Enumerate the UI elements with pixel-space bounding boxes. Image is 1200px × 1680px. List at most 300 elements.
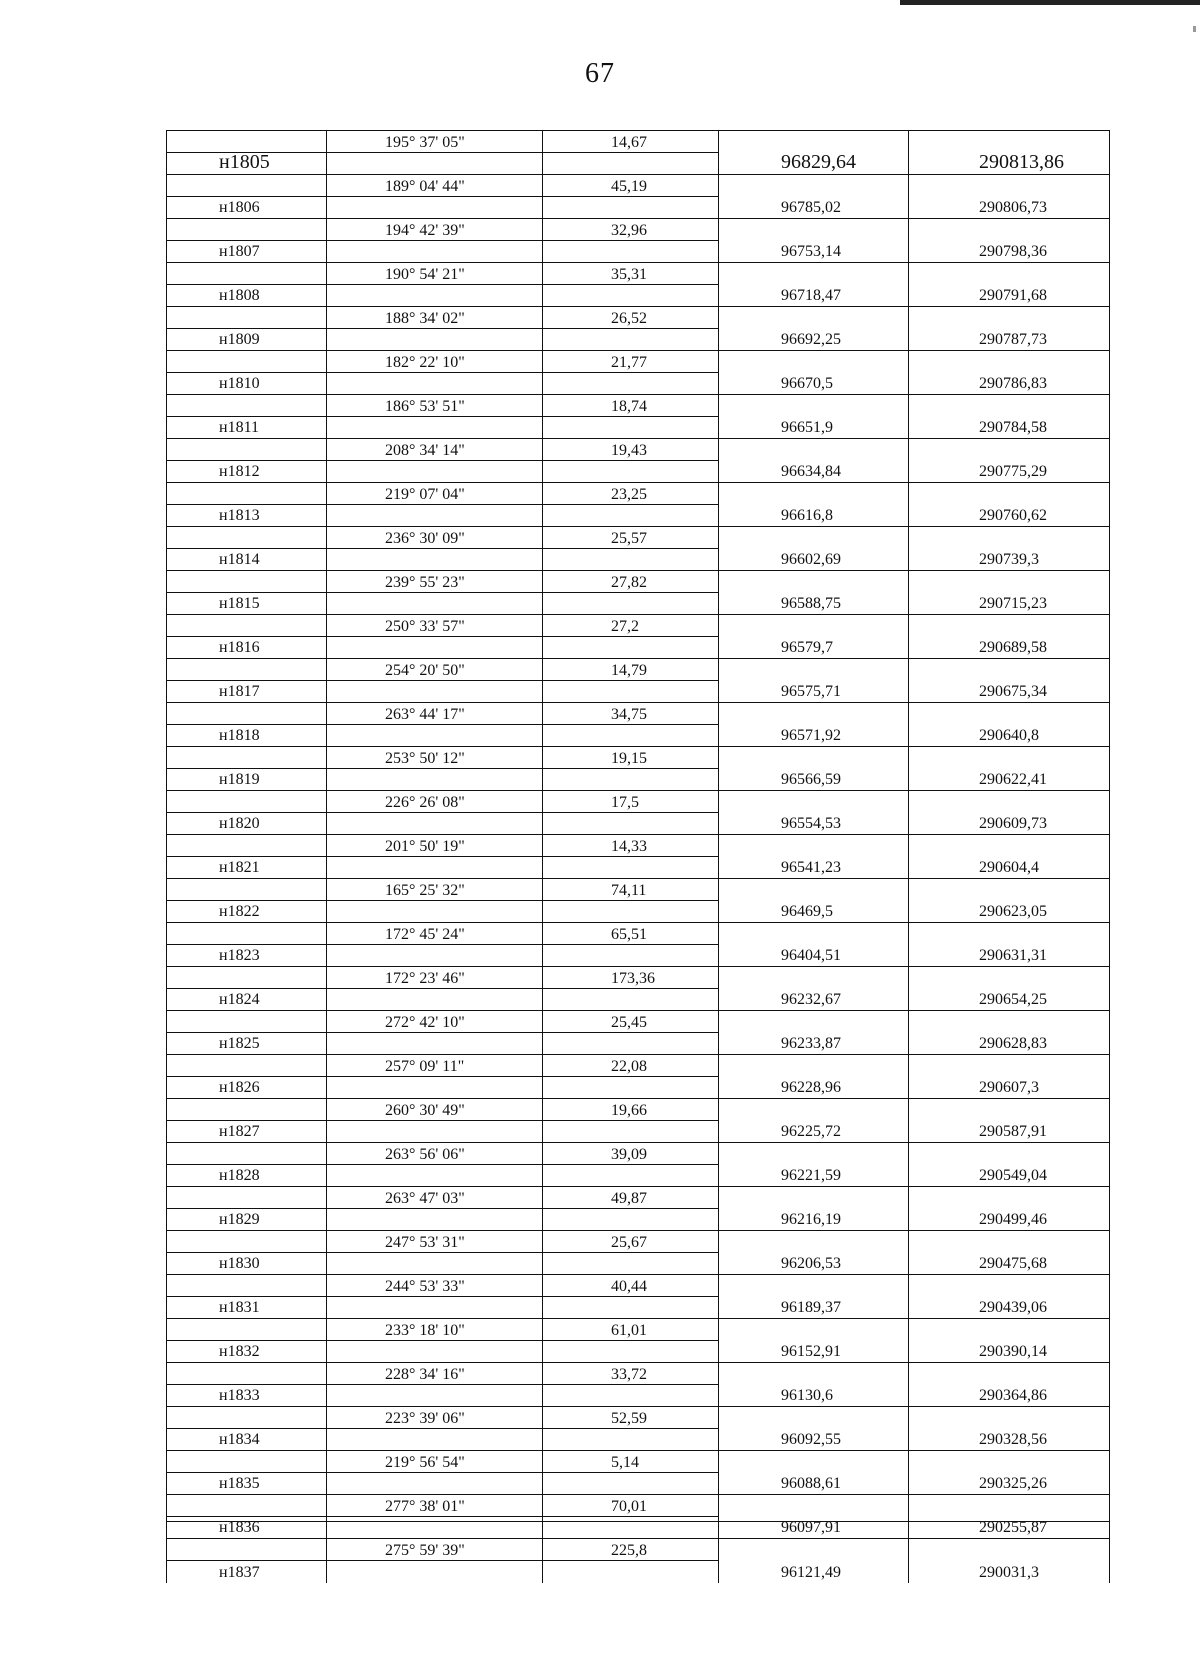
- x-cell: [718, 901, 908, 923]
- x-col-segment: [718, 791, 908, 813]
- y-cell-text: 290031,3: [979, 1564, 1039, 1581]
- point-cell: [166, 505, 326, 527]
- point-col-segment: [166, 219, 326, 241]
- distance-cell-text: 39,09: [543, 1146, 718, 1164]
- y-col-segment: [908, 791, 1110, 813]
- y-cell-text: 290623,05: [979, 903, 1047, 920]
- x-cell: [718, 681, 908, 703]
- x-cell-text: 96571,92: [781, 727, 841, 744]
- distance-cell: [542, 1099, 718, 1121]
- point-cell: [166, 1341, 326, 1363]
- distance-cell: [542, 879, 718, 901]
- angle-cell: [326, 1055, 542, 1077]
- distance-col-vertex: [542, 593, 718, 615]
- y-cell-text: 290325,26: [979, 1475, 1047, 1492]
- distance-col-vertex: [542, 1297, 718, 1319]
- distance-col-vertex: [542, 813, 718, 835]
- x-cell: [718, 197, 908, 219]
- y-col-segment: [908, 1231, 1110, 1253]
- point-cell-text: н1813: [219, 507, 260, 524]
- point-col-segment: [166, 483, 326, 505]
- x-cell-text: 96554,53: [781, 815, 841, 832]
- y-cell: [908, 945, 1110, 967]
- point-col-segment: [166, 571, 326, 593]
- y-cell-text: 290786,83: [979, 375, 1047, 392]
- angle-col-vertex: [326, 1429, 542, 1451]
- point-col-segment: [166, 1363, 326, 1385]
- x-col-segment: [718, 219, 908, 241]
- distance-cell: [542, 527, 718, 549]
- x-cell: [718, 813, 908, 835]
- y-col-segment: [908, 1539, 1110, 1561]
- angle-cell: [326, 1099, 542, 1121]
- distance-col-vertex: [542, 1517, 718, 1539]
- angle-cell: [326, 351, 542, 373]
- x-cell-text: 96588,75: [781, 595, 841, 612]
- point-cell-text: н1811: [219, 419, 259, 436]
- y-cell-text: 290628,83: [979, 1035, 1047, 1052]
- x-cell: [718, 637, 908, 659]
- x-col-segment: [718, 615, 908, 637]
- x-cell-text: 96097,91: [781, 1519, 841, 1536]
- point-cell: [166, 769, 326, 791]
- y-col-segment: [908, 1055, 1110, 1077]
- y-cell: [908, 417, 1110, 439]
- x-cell-text: 96753,14: [781, 243, 841, 260]
- x-col-segment: [718, 1187, 908, 1209]
- y-col-segment: [908, 747, 1110, 769]
- x-cell: [718, 1341, 908, 1363]
- x-col-segment: [718, 747, 908, 769]
- distance-cell-text: 19,15: [543, 750, 718, 768]
- point-cell: [166, 901, 326, 923]
- y-cell-text: 290675,34: [979, 683, 1047, 700]
- distance-cell-text: 14,33: [543, 838, 718, 856]
- y-cell-text: 290798,36: [979, 243, 1047, 260]
- distance-cell-text: 22,08: [543, 1058, 718, 1076]
- x-cell-text: 96152,91: [781, 1343, 841, 1360]
- distance-col-vertex: [542, 505, 718, 527]
- angle-cell-text: 201° 50' 19": [327, 838, 542, 856]
- point-cell-text: н1823: [219, 947, 260, 964]
- angle-cell: [326, 439, 542, 461]
- y-cell: [908, 637, 1110, 659]
- x-cell-text: 96130,6: [781, 1387, 833, 1404]
- distance-cell: [542, 967, 718, 989]
- y-cell: [908, 1209, 1110, 1231]
- distance-col-vertex: [542, 1473, 718, 1495]
- angle-cell-text: 233° 18' 10": [327, 1322, 542, 1340]
- angle-col-vertex: [326, 1033, 542, 1055]
- distance-cell-text: 49,87: [543, 1190, 718, 1208]
- point-cell: [166, 945, 326, 967]
- point-col-segment: [166, 1539, 326, 1561]
- angle-col-vertex: [326, 857, 542, 879]
- x-col-segment: [718, 263, 908, 285]
- y-cell-text: 290760,62: [979, 507, 1047, 524]
- angle-cell-text: 186° 53' 51": [327, 398, 542, 416]
- distance-cell: [542, 615, 718, 637]
- x-col-segment: [718, 879, 908, 901]
- point-cell: [166, 1429, 326, 1451]
- distance-cell-text: 70,01: [543, 1498, 718, 1516]
- point-cell: [166, 1209, 326, 1231]
- angle-cell-text: 219° 56' 54": [327, 1454, 542, 1472]
- angle-cell: [326, 131, 542, 153]
- angle-cell: [326, 395, 542, 417]
- distance-cell-text: 40,44: [543, 1278, 718, 1296]
- point-cell: [166, 1385, 326, 1407]
- angle-cell-text: 263° 56' 06": [327, 1146, 542, 1164]
- distance-col-vertex: [542, 461, 718, 483]
- y-col-segment: [908, 1187, 1110, 1209]
- angle-col-vertex: [326, 945, 542, 967]
- x-col-segment: [718, 1231, 908, 1253]
- point-col-segment: [166, 1055, 326, 1077]
- point-cell-text: н1834: [219, 1431, 260, 1448]
- y-cell: [908, 1473, 1110, 1495]
- y-cell: [908, 769, 1110, 791]
- x-cell-text: 96404,51: [781, 947, 841, 964]
- angle-cell: [326, 1143, 542, 1165]
- point-cell: [166, 637, 326, 659]
- x-col-segment: [718, 175, 908, 197]
- point-cell-text: н1821: [219, 859, 260, 876]
- point-col-segment: [166, 527, 326, 549]
- x-cell: [718, 769, 908, 791]
- point-cell: [166, 153, 326, 175]
- distance-cell-text: 21,77: [543, 354, 718, 372]
- x-col-segment: [718, 1143, 908, 1165]
- x-col-segment: [718, 1407, 908, 1429]
- angle-cell: [326, 1319, 542, 1341]
- point-cell-text: н1824: [219, 991, 260, 1008]
- angle-cell-text: 195° 37' 05": [327, 134, 542, 152]
- distance-col-vertex: [542, 549, 718, 571]
- x-cell: [718, 989, 908, 1011]
- distance-cell-text: 23,25: [543, 486, 718, 504]
- distance-cell-text: 17,5: [543, 794, 718, 812]
- angle-cell-text: 253° 50' 12": [327, 750, 542, 768]
- distance-cell: [542, 439, 718, 461]
- angle-col-vertex: [326, 1209, 542, 1231]
- angle-cell-text: 223° 39' 06": [327, 1410, 542, 1428]
- distance-cell: [542, 835, 718, 857]
- angle-cell: [326, 1539, 542, 1561]
- distance-col-vertex: [542, 153, 718, 175]
- distance-col-vertex: [542, 241, 718, 263]
- y-cell-text: 290640,8: [979, 727, 1039, 744]
- x-col-segment: [718, 527, 908, 549]
- y-col-segment: [908, 659, 1110, 681]
- y-col-segment: [908, 879, 1110, 901]
- y-cell-text: 290604,4: [979, 859, 1039, 876]
- angle-cell-text: 239° 55' 23": [327, 574, 542, 592]
- x-cell-text: 96189,37: [781, 1299, 841, 1316]
- y-col-segment: [908, 483, 1110, 505]
- distance-cell: [542, 1187, 718, 1209]
- y-cell: [908, 681, 1110, 703]
- page-number: 67: [585, 58, 615, 89]
- point-cell-text: н1819: [219, 771, 260, 788]
- x-col-segment: [718, 1055, 908, 1077]
- distance-cell-text: 19,43: [543, 442, 718, 460]
- x-cell-text: 96651,9: [781, 419, 833, 436]
- x-cell: [718, 505, 908, 527]
- y-cell-text: 290587,91: [979, 1123, 1047, 1140]
- distance-col-vertex: [542, 945, 718, 967]
- angle-cell: [326, 175, 542, 197]
- distance-cell: [542, 1011, 718, 1033]
- angle-cell-text: 277° 38' 01": [327, 1498, 542, 1516]
- y-cell-text: 290715,23: [979, 595, 1047, 612]
- angle-cell: [326, 1011, 542, 1033]
- x-col-segment: [718, 307, 908, 329]
- point-col-segment: [166, 1099, 326, 1121]
- point-cell: [166, 989, 326, 1011]
- x-cell: [718, 945, 908, 967]
- distance-cell-text: 74,11: [543, 882, 718, 900]
- point-cell-text: н1807: [219, 243, 260, 260]
- x-cell-text: 96785,02: [781, 199, 841, 216]
- x-cell-text: 96088,61: [781, 1475, 841, 1492]
- angle-cell-text: 190° 54' 21": [327, 266, 542, 284]
- point-col-segment: [166, 307, 326, 329]
- point-cell: [166, 1121, 326, 1143]
- distance-cell: [542, 131, 718, 153]
- y-col-segment: [908, 1099, 1110, 1121]
- distance-cell: [542, 1539, 718, 1561]
- point-cell-text: н1814: [219, 551, 260, 568]
- distance-col-vertex: [542, 637, 718, 659]
- angle-col-vertex: [326, 1517, 542, 1539]
- x-cell: [718, 1165, 908, 1187]
- distance-cell: [542, 1363, 718, 1385]
- point-cell: [166, 1297, 326, 1319]
- point-cell: [166, 813, 326, 835]
- angle-col-vertex: [326, 329, 542, 351]
- y-col-segment: [908, 703, 1110, 725]
- y-cell: [908, 1165, 1110, 1187]
- x-cell: [718, 725, 908, 747]
- point-cell-text: н1805: [219, 151, 270, 173]
- y-cell: [908, 241, 1110, 263]
- distance-cell-text: 25,57: [543, 530, 718, 548]
- point-cell: [166, 681, 326, 703]
- y-cell: [908, 593, 1110, 615]
- point-cell-text: н1806: [219, 199, 260, 216]
- angle-cell-text: 257° 09' 11": [327, 1058, 542, 1076]
- y-cell-text: 290631,31: [979, 947, 1047, 964]
- y-col-segment: [908, 307, 1110, 329]
- x-cell-text: 96616,8: [781, 507, 833, 524]
- distance-col-vertex: [542, 857, 718, 879]
- x-col-segment: [718, 967, 908, 989]
- angle-cell-text: 247° 53' 31": [327, 1234, 542, 1252]
- y-cell-text: 290499,46: [979, 1211, 1047, 1228]
- x-cell: [718, 593, 908, 615]
- scan-edge-line: [900, 0, 1200, 5]
- angle-col-vertex: [326, 1253, 542, 1275]
- x-cell: [718, 329, 908, 351]
- distance-cell-text: 34,75: [543, 706, 718, 724]
- y-cell: [908, 1121, 1110, 1143]
- distance-cell: [542, 263, 718, 285]
- angle-col-vertex: [326, 769, 542, 791]
- angle-col-vertex: [326, 285, 542, 307]
- point-cell: [166, 461, 326, 483]
- angle-cell-text: 219° 07' 04": [327, 486, 542, 504]
- x-col-segment: [718, 571, 908, 593]
- point-cell-text: н1833: [219, 1387, 260, 1404]
- y-cell: [908, 1077, 1110, 1099]
- point-cell: [166, 417, 326, 439]
- angle-col-vertex: [326, 901, 542, 923]
- y-col-segment: [908, 131, 1110, 153]
- angle-col-vertex: [326, 1165, 542, 1187]
- point-cell: [166, 373, 326, 395]
- point-cell-text: н1826: [219, 1079, 260, 1096]
- angle-cell: [326, 791, 542, 813]
- x-cell: [718, 1209, 908, 1231]
- angle-cell-text: 172° 23' 46": [327, 970, 542, 988]
- point-cell: [166, 857, 326, 879]
- angle-cell: [326, 263, 542, 285]
- distance-cell-text: 61,01: [543, 1322, 718, 1340]
- x-col-segment: [718, 1099, 908, 1121]
- distance-cell: [542, 923, 718, 945]
- angle-col-vertex: [326, 197, 542, 219]
- y-cell: [908, 1517, 1110, 1539]
- point-cell-text: н1829: [219, 1211, 260, 1228]
- distance-cell-text: 25,45: [543, 1014, 718, 1032]
- y-col-segment: [908, 1363, 1110, 1385]
- angle-col-vertex: [326, 1561, 542, 1583]
- x-cell-text: 96232,67: [781, 991, 841, 1008]
- point-cell-text: н1828: [219, 1167, 260, 1184]
- distance-cell-text: 25,67: [543, 1234, 718, 1252]
- distance-cell: [542, 307, 718, 329]
- distance-cell-text: 27,82: [543, 574, 718, 592]
- distance-cell-text: 173,36: [543, 970, 718, 988]
- point-col-segment: [166, 1319, 326, 1341]
- y-cell: [908, 1033, 1110, 1055]
- angle-col-vertex: [326, 417, 542, 439]
- point-cell-text: н1836: [219, 1519, 260, 1536]
- angle-cell-text: 226° 26' 08": [327, 794, 542, 812]
- angle-cell: [326, 1495, 542, 1517]
- angle-col-vertex: [326, 593, 542, 615]
- distance-cell-text: 32,96: [543, 222, 718, 240]
- distance-cell-text: 35,31: [543, 266, 718, 284]
- x-cell-text: 96225,72: [781, 1123, 841, 1140]
- y-col-segment: [908, 219, 1110, 241]
- angle-col-vertex: [326, 153, 542, 175]
- point-col-segment: [166, 1275, 326, 1297]
- y-cell: [908, 461, 1110, 483]
- angle-col-vertex: [326, 549, 542, 571]
- distance-cell: [542, 1319, 718, 1341]
- angle-cell: [326, 703, 542, 725]
- x-cell: [718, 285, 908, 307]
- point-col-segment: [166, 1495, 326, 1517]
- point-col-segment: [166, 1187, 326, 1209]
- angle-col-vertex: [326, 241, 542, 263]
- distance-col-vertex: [542, 769, 718, 791]
- distance-col-vertex: [542, 1385, 718, 1407]
- x-cell-text: 96634,84: [781, 463, 841, 480]
- x-col-segment: [718, 1319, 908, 1341]
- y-cell: [908, 329, 1110, 351]
- angle-col-vertex: [326, 1121, 542, 1143]
- distance-cell: [542, 1495, 718, 1517]
- y-cell-text: 290622,41: [979, 771, 1047, 788]
- angle-cell-text: 254° 20' 50": [327, 662, 542, 680]
- distance-cell: [542, 571, 718, 593]
- distance-col-vertex: [542, 1121, 718, 1143]
- x-cell-text: 96602,69: [781, 551, 841, 568]
- x-col-segment: [718, 351, 908, 373]
- y-col-segment: [908, 615, 1110, 637]
- distance-cell-text: 65,51: [543, 926, 718, 944]
- y-cell: [908, 1297, 1110, 1319]
- distance-cell: [542, 747, 718, 769]
- point-col-segment: [166, 263, 326, 285]
- angle-cell: [326, 659, 542, 681]
- distance-cell-text: 26,52: [543, 310, 718, 328]
- y-cell-text: 290775,29: [979, 463, 1047, 480]
- y-cell: [908, 1385, 1110, 1407]
- x-col-segment: [718, 439, 908, 461]
- distance-cell-text: 27,2: [543, 618, 718, 636]
- point-cell-text: н1815: [219, 595, 260, 612]
- x-col-segment: [718, 1539, 908, 1561]
- y-col-segment: [908, 571, 1110, 593]
- point-cell-text: н1810: [219, 375, 260, 392]
- y-col-segment: [908, 1495, 1110, 1517]
- angle-cell-text: 182° 22' 10": [327, 354, 542, 372]
- distance-cell: [542, 1055, 718, 1077]
- point-col-segment: [166, 1231, 326, 1253]
- y-cell-text: 290390,14: [979, 1343, 1047, 1360]
- distance-cell-text: 18,74: [543, 398, 718, 416]
- y-col-segment: [908, 439, 1110, 461]
- x-cell-text: 96692,25: [781, 331, 841, 348]
- y-col-segment: [908, 1011, 1110, 1033]
- x-cell-text: 96718,47: [781, 287, 841, 304]
- y-cell-text: 290813,86: [979, 151, 1064, 173]
- distance-cell: [542, 659, 718, 681]
- distance-cell: [542, 395, 718, 417]
- distance-cell-text: 14,67: [543, 134, 718, 152]
- y-cell: [908, 285, 1110, 307]
- y-cell-text: 290784,58: [979, 419, 1047, 436]
- x-cell: [718, 417, 908, 439]
- distance-cell-text: 52,59: [543, 1410, 718, 1428]
- angle-cell: [326, 307, 542, 329]
- x-cell-text: 96092,55: [781, 1431, 841, 1448]
- y-col-segment: [908, 263, 1110, 285]
- point-cell-text: н1818: [219, 727, 260, 744]
- point-cell: [166, 725, 326, 747]
- point-cell-text: н1825: [219, 1035, 260, 1052]
- angle-cell: [326, 835, 542, 857]
- y-col-segment: [908, 1143, 1110, 1165]
- y-cell-text: 290806,73: [979, 199, 1047, 216]
- distance-cell: [542, 1451, 718, 1473]
- x-cell-text: 96206,53: [781, 1255, 841, 1272]
- x-cell-text: 96575,71: [781, 683, 841, 700]
